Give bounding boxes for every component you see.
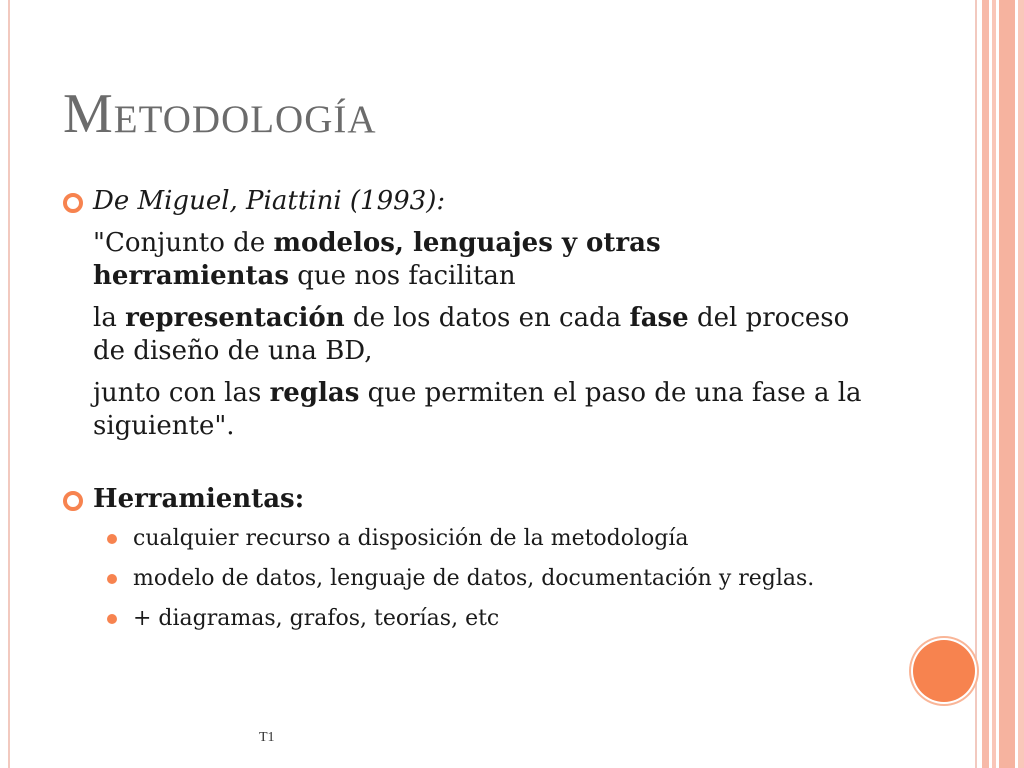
bullet-definition bbox=[63, 185, 863, 443]
bullet-dot-icon bbox=[107, 574, 117, 584]
decorative-circle bbox=[913, 640, 975, 702]
definition-paragraph-2: la representación de los datos en cada fase del proceso de diseño de una BD, bbox=[93, 303, 850, 366]
slide-border-left bbox=[8, 0, 10, 768]
decorative-stripe bbox=[1018, 0, 1024, 768]
decorative-stripe bbox=[982, 0, 989, 768]
list-item: cualquier recurso a disposición de la metodología bbox=[103, 525, 863, 553]
list-item: modelo de datos, lenguaje de datos, documentación y reglas. bbox=[103, 565, 863, 593]
citation-heading: De Miguel, Piattini (1993): bbox=[93, 186, 446, 216]
bullet-tools bbox=[63, 483, 863, 633]
tools-list bbox=[93, 525, 863, 633]
footer-label: T1 bbox=[259, 730, 275, 745]
bullet-ring-icon bbox=[63, 491, 83, 511]
decorative-stripe bbox=[999, 0, 1015, 768]
decorative-stripe bbox=[992, 0, 996, 768]
bullet-dot-icon bbox=[107, 534, 117, 544]
slide-content bbox=[63, 185, 863, 645]
bullet-ring-icon bbox=[63, 193, 83, 213]
list-item: + diagramas, grafos, teorías, etc bbox=[103, 605, 863, 633]
definition-paragraph-3: junto con las reglas que permiten el paso de una fase a la siguiente". bbox=[93, 378, 862, 441]
bullet-dot-icon bbox=[107, 614, 117, 624]
slide-title: Metodología bbox=[63, 83, 377, 145]
slide-border-right bbox=[975, 0, 977, 768]
definition-paragraph-1: "Conjunto de modelos, lenguajes y otras herramientas que nos facilitan bbox=[93, 228, 661, 291]
tools-heading: Herramientas: bbox=[93, 484, 305, 514]
